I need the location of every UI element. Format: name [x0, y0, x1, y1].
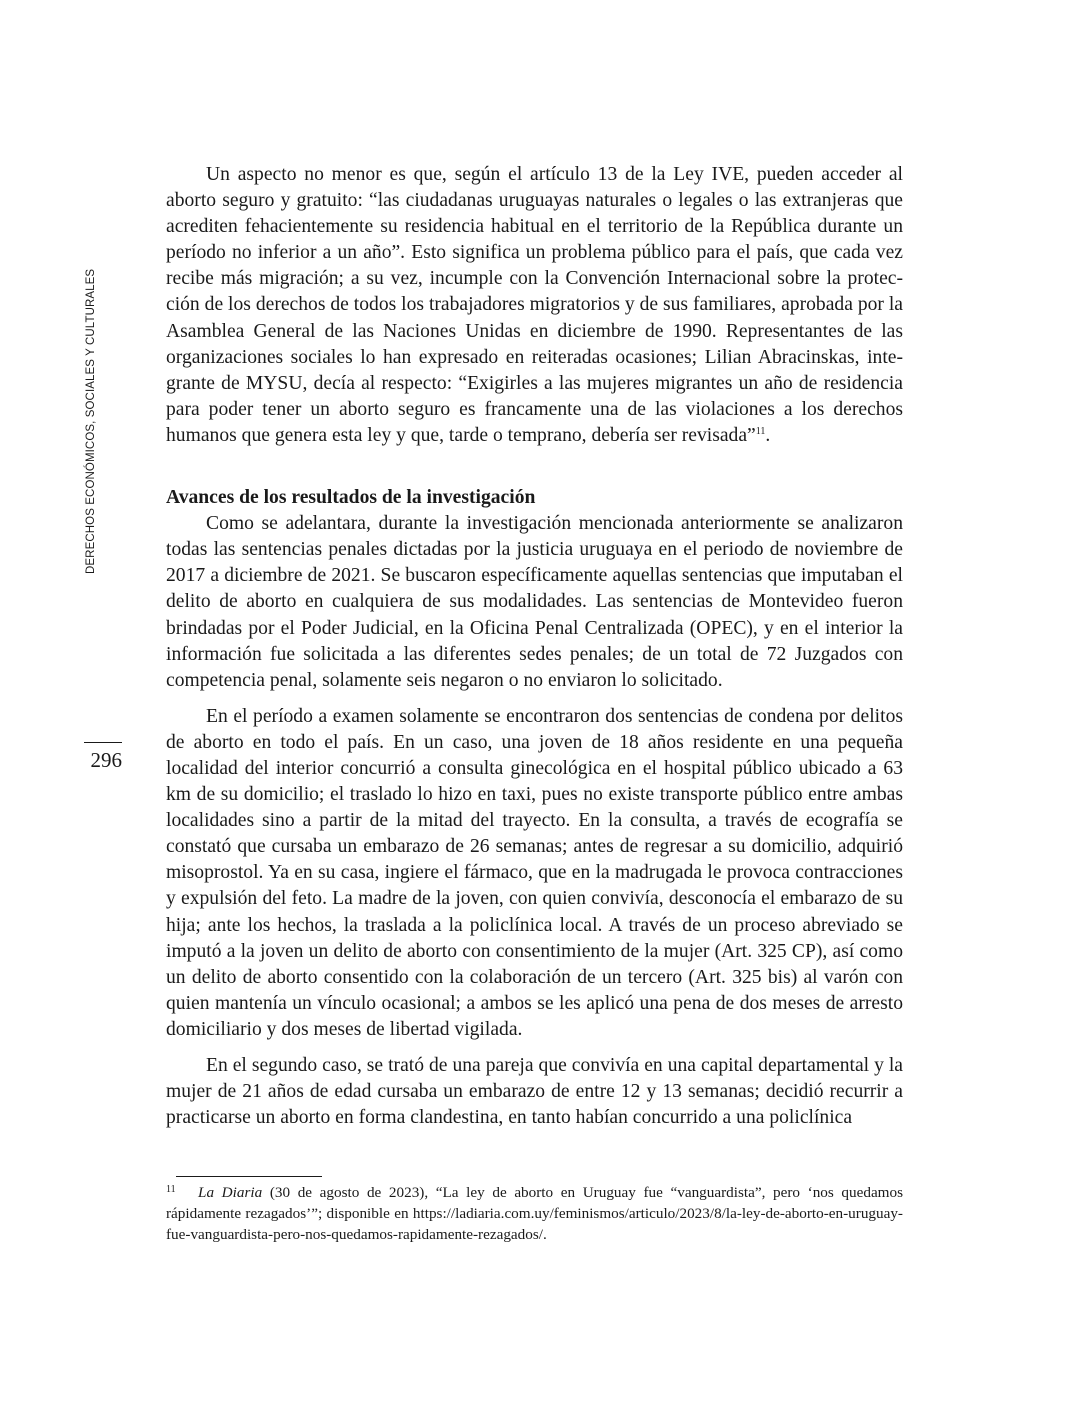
footnote: 11 La Diaria (30 de agosto de 2023), “La ley de aborto en Uruguay fue “vanguardista”, pero ‘nos quedamos rápidamente rezagados’”; disponible en https://ladiaria.com.uy/feminismos/articulo/2023/8/la-ley-de-aborto-en-uruguay-fue-vanguardista-pero-nos-quedamos-rapidamente-rezagados/. [166, 1184, 904, 1243]
main-text [166, 162, 903, 1131]
section-heading: Avances de los resultados de la investigación [166, 487, 536, 509]
page-number: 296 [90, 748, 122, 772]
paragraph-2: Como se adelantara, durante la investigación mencionada anteriormente se analizaron todas las sentencias penales dictadas por la justicia uruguaya en el periodo de noviembre de 2017 a diciembre de 2021. Se buscaron específicamente aquellas sentencias que imputaban el delito de aborto en cualquiera de sus modalidades. Las sentencias de Montevideo fueron brindadas por el Poder Judicial, en la Oficina Penal Centralizada (OPEC), y en el interior la información fue solicitada a las diferentes sedes penales; de un total de 72 Juzgados con competencia penal, solamente seis negaron o no enviaron lo solicitado. [166, 513, 903, 691]
running-header: DERECHOS ECONÓMICOS, SOCIALES Y CULTURALES [85, 268, 97, 574]
footnote-source: La Diaria [198, 1184, 263, 1201]
page-number-block [84, 742, 122, 774]
footnote-text: (30 de agosto de 2023), “La ley de aborto en Uruguay fue “vanguardista”, pero ‘nos quedamos rápidamente rezagados’”; disponible en https://ladiaria.com.uy/feminismos/articulo/2023/8/la-ley-de-aborto-en-uruguay-fue-vanguardista-pero-nos-quedamos-rapidamente-rezagados/. [166, 1184, 904, 1243]
footnote-reference: 11 [755, 425, 766, 437]
footnote-divider [176, 1176, 322, 1177]
paragraph-4: En el segundo caso, se trató de una pareja que convivía en una capital departamental y la mujer de 21 años de edad cursaba un embarazo de entre 12 y 13 semanas; decidió recurrir a practicarse un aborto en forma clandestina, en tanto habían concurrido a una policlínica [166, 1055, 903, 1129]
paragraph-3: En el período a examen solamente se encontraron dos sentencias de condena por delitos de aborto en todo el país. En un caso, una joven de 18 años residente en una pequeña localidad del interior concurrió a consulta ginecológica en el hospital público ubicado a 63 km de su domicilio; el traslado lo hizo en taxi, pues no existe transporte público entre ambas localidades sino a partir de la mitad del trayecto. En la consulta, a través de ecografía se constató que cursaba un embarazo de 26 semanas; antes de regresar a su domicilio, adquirió misoprostol. Ya en su casa, ingiere el fármaco, que en la madrugada le provoca contracciones y expulsión del feto. La madre de la joven, con quien convivía, desconocía el embarazo de su hija; ante los hechos, la traslada a la policlínica local. A través de un proceso abreviado se imputó a la joven un delito de aborto con consentimiento de la mujer (Art. 325 CP), así como un delito de aborto consentido con la colaboración de un tercero (Art. 325 bis) al varón con quien mantenía un vínculo ocasional; a ambos se les aplicó una pena de dos meses de arresto domiciliario y dos meses de libertad vigilada. [166, 705, 903, 1040]
paragraph-1 [166, 162, 903, 449]
paragraph-1-text: Un aspecto no menor es que, según el artículo 13 de la Ley IVE, pueden acceder al aborto seguro y gratuito: “las ciudadanas uruguayas naturales o legales o las extranjeras que acrediten fehacientemente su residencia habitual en el territorio de la República durante un período no inferior a un año”. Esto significa un problema público para el país, que cada vez recibe más migración; a su vez, incumple con la Convención Internacional sobre la protección de los derechos de todos los trabajadores migratorios y de sus familiares, aprobada por la Asamblea General de las Naciones Unidas en diciembre de 1990. Representantes de las organizaciones sociales lo han expresado en reiteradas ocasiones; Lilian Abracinskas, integrante de MYSU, decía al respecto: “Exigirles a las mujeres migrantes un año de residencia para poder tener un aborto seguro es francamente una de las violaciones a los derechos humanos que genera esta ley y que, tarde o temprano, debería ser revisada” [166, 164, 903, 446]
paragraph-1-end: . [765, 424, 771, 446]
